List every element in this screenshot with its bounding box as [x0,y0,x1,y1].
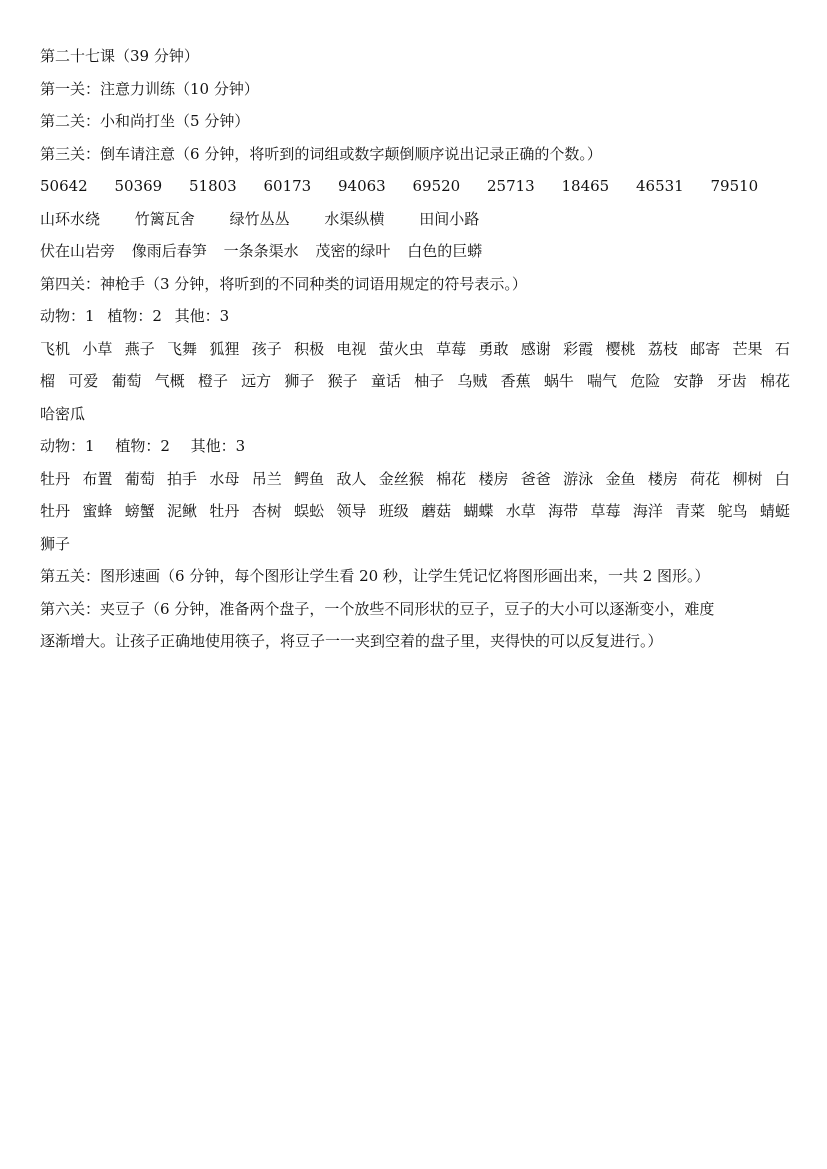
word-item: 柳树 [732,469,763,488]
word-item: 游泳 [563,469,594,488]
phrase-item: 竹篱瓦舍 [134,209,195,228]
word-item: 气概 [154,372,185,390]
level-5: 第五关：图形速画（6 分钟，每个图形让学生看 20 秒，让学生凭记忆将图形画出来，一共 2 图形。） [40,567,710,585]
word-item: 喘气 [587,372,618,390]
word-list-1-row-3 [40,398,790,431]
number-item: 94063 [338,177,386,195]
word-item: 感谢 [520,339,551,358]
word-item: 草莓 [590,502,621,520]
number-item: 50642 [40,177,88,195]
phrase-item: 水渠纵横 [324,209,385,228]
word-item: 鳄鱼 [294,469,325,488]
word-item: 狮子 [40,534,71,553]
number-item: 46531 [636,177,684,195]
word-item: 敌人 [336,469,367,488]
level-4: 第四关：神枪手（3 分钟，将听到的不同种类的词语用规定的符号表示。） [40,274,527,293]
phrase-item: 像雨后春笋 [131,242,207,260]
word-item: 葡萄 [111,372,142,390]
word-item: 彩霞 [563,339,594,358]
level-6-line-1: 第六关：夹豆子（6 分钟，准备两个盘子，一个放些不同形状的豆子，豆子的大小可以逐渐变小，难度 [40,599,715,618]
legend-item: 其他：3 [190,437,246,455]
word-item: 榴 [40,372,56,390]
word-item: 葡萄 [124,469,155,488]
level-6-line-2: 逐渐增大。让孩子正确地使用筷子，将豆子一一夹到空着的盘子里，夹得快的可以反复进行。） [40,632,663,650]
word-item: 安静 [673,372,704,390]
word-item: 布置 [82,469,113,488]
word-item: 牡丹 [40,469,71,488]
level-3: 第三关：倒车请注意（6 分钟，将听到的词组或数字颠倒顺序说出记录正确的个数。） [40,144,602,163]
word-item: 爸爸 [520,469,551,488]
legend-item: 动物：1 [40,437,95,455]
word-item: 远方 [241,372,272,390]
word-item: 蜻蜓 [759,502,790,520]
word-item: 楼房 [647,469,678,488]
word-item: 橙子 [197,372,228,390]
word-item: 泥鳅 [167,502,198,520]
word-list-1-row-1 [40,333,790,366]
word-item: 飞机 [40,339,71,358]
number-item: 18465 [561,177,610,195]
number-item: 51803 [189,177,237,195]
legend-item: 植物：2 [115,437,170,455]
word-list-2-row-3 [40,528,790,561]
word-item: 蝴蝶 [463,502,494,520]
legend-2 [40,430,790,463]
word-item: 蘑菇 [421,502,452,520]
document-page [40,40,790,658]
legend-item: 动物：1 [40,307,95,325]
word-item: 蜈蚣 [294,502,325,520]
word-item: 燕子 [124,339,155,358]
word-item: 领导 [336,502,367,520]
word-item: 积极 [294,339,325,358]
word-item: 草莓 [436,339,467,358]
word-item: 水草 [505,502,536,520]
word-item: 螃蟹 [124,502,155,520]
number-list [40,170,790,203]
word-item: 水母 [209,469,240,488]
word-item: 拍手 [167,469,198,488]
word-item: 可爱 [68,372,99,390]
word-item: 蜜蜂 [82,502,113,520]
word-item: 危险 [630,372,661,390]
word-item: 金丝猴 [378,469,424,488]
word-item: 白 [774,469,790,488]
word-list-2-row-1 [40,463,790,496]
word-item: 石 [774,339,790,358]
word-item: 芒果 [732,339,763,358]
level-2: 第二关：小和尚打坐（5 分钟） [40,112,250,130]
phrase-list-1 [40,203,790,236]
lesson-title: 第二十七课（39 分钟） [40,47,199,65]
word-item: 牡丹 [40,502,71,520]
phrase-item: 伏在山岩旁 [40,242,116,260]
word-item: 海带 [548,502,579,520]
word-item: 柚子 [414,372,445,390]
word-item: 哈密瓜 [40,404,86,423]
legend-1 [40,300,790,333]
word-item: 萤火虫 [378,339,424,358]
word-item: 狐狸 [209,339,240,358]
word-item: 金鱼 [605,469,636,488]
word-item: 牡丹 [209,502,240,520]
level-1: 第一关：注意力训练（10 分钟） [40,79,259,98]
word-item: 飞舞 [167,339,198,358]
legend-item: 其他：3 [174,307,230,325]
word-item: 海洋 [632,502,663,520]
word-item: 孩子 [251,339,282,358]
word-item: 牙齿 [716,372,747,390]
word-item: 鸵鸟 [717,502,748,520]
word-item: 狮子 [284,372,315,390]
phrase-item: 白色的巨蟒 [407,242,483,260]
phrase-item: 茂密的绿叶 [315,242,391,260]
word-item: 蜗牛 [543,372,574,390]
number-item: 25713 [487,177,535,195]
word-list-2-row-2 [40,495,790,528]
phrase-item: 山环水绕 [40,209,101,228]
word-item: 乌贼 [457,372,488,390]
word-item: 楼房 [478,469,509,488]
word-item: 童话 [370,372,401,390]
phrase-item: 一条条渠水 [223,242,299,260]
phrase-list-2 [40,235,790,268]
word-item: 勇敢 [478,339,509,358]
word-item: 青菜 [675,502,706,520]
word-item: 吊兰 [251,469,282,488]
number-item: 50369 [114,177,163,195]
word-item: 电视 [336,339,367,358]
phrase-item: 田间小路 [419,209,480,228]
word-item: 猴子 [327,372,358,390]
word-item: 樱桃 [605,339,636,358]
word-list-1-row-2 [40,365,790,398]
word-item: 杏树 [251,502,282,520]
word-item: 香蕉 [500,372,531,390]
phrase-item: 绿竹丛丛 [229,209,290,228]
word-item: 荔枝 [647,339,678,358]
word-item: 棉花 [759,372,790,390]
number-item: 79510 [710,177,759,195]
word-item: 荷花 [690,469,721,488]
word-item: 邮寄 [690,339,721,358]
word-item: 班级 [378,502,409,520]
word-item: 小草 [82,339,113,358]
word-item: 棉花 [436,469,467,488]
legend-item: 植物：2 [107,307,162,325]
number-item: 69520 [412,177,461,195]
number-item: 60173 [263,177,312,195]
